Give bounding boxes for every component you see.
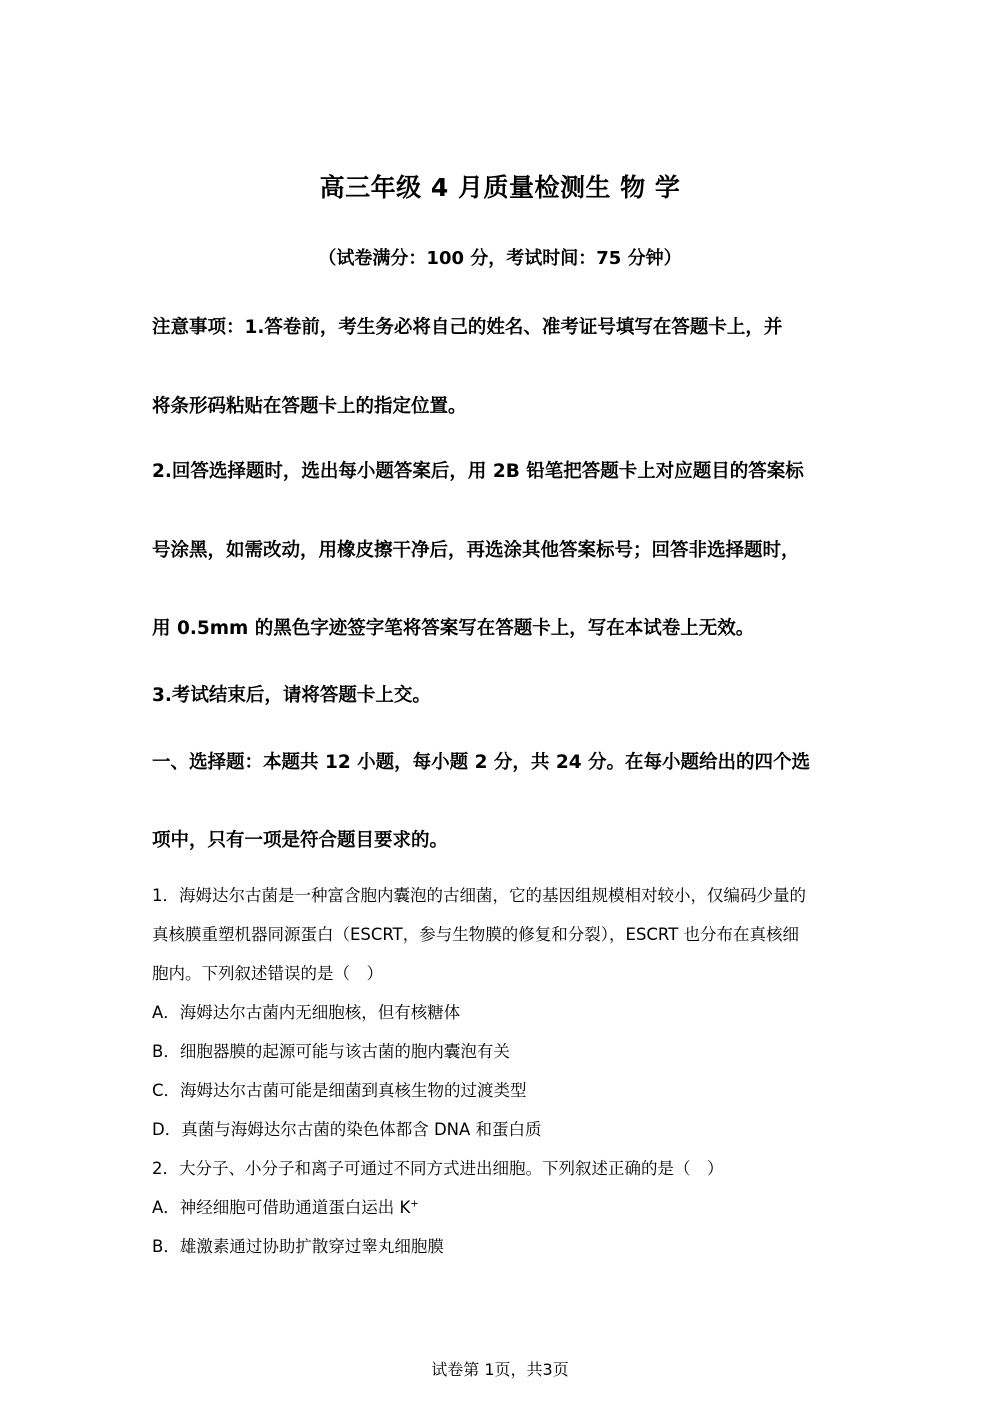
q2-option-b: B．雄激素通过协助扩散穿过睾丸细胞膜 [152,1237,444,1256]
exam-subtitle: （试卷满分：100 分，考试时间：75 分钟） [318,248,682,269]
exam-title: 高三年级 4 月质量检测生 物 学 [319,173,681,202]
page-footer: 试卷第 1页，共3页 [431,1360,569,1379]
q1-stem-line-1: 1．海姆达尔古菌是一种富含胞内囊泡的古细菌，它的基因组规模相对较小，仅编码少量的 [152,886,806,905]
q1-stem-line-3: 胞内。下列叙述错误的是（ ） [152,964,383,983]
section-heading-line-2: 项中，只有一项是符合题目要求的。 [152,830,449,851]
q2-option-a-superscript: + [410,1198,419,1210]
q2-option-a-text: A．神经细胞可借助通道蛋白运出 K [152,1198,411,1217]
q1-option-b: B．细胞器膜的起源可能与该古菌的胞内囊泡有关 [152,1042,510,1061]
q1-option-c: C．海姆达尔古菌可能是细菌到真核生物的过渡类型 [152,1081,527,1100]
notes-line-1: 注意事项：1.答卷前，考生务必将自己的姓名、准考证号填写在答题卡上，并 [152,317,783,338]
notes-line-3: 2.回答选择题时，选出每小题答案后，用 2B 铅笔把答题卡上对应题目的答案标 [152,461,804,482]
q2-option-a [152,1194,872,1218]
q2-stem: 2．大分子、小分子和离子可通过不同方式进出细胞。下列叙述正确的是（ ） [152,1159,724,1178]
q1-option-a: A．海姆达尔古菌内无细胞核，但有核糖体 [152,1003,461,1022]
q1-stem-line-2: 真核膜重塑机器同源蛋白（ESCRT，参与生物膜的修复和分裂），ESCRT 也分布在真核细 [152,925,800,944]
q1-option-d: D．真菌与海姆达尔古菌的染色体都含 DNA 和蛋白质 [152,1120,542,1139]
notes-line-6: 3.考试结束后，请将答题卡上交。 [152,685,431,706]
notes-line-2: 将条形码粘贴在答题卡上的指定位置。 [152,396,467,417]
notes-line-5: 用 0.5mm 的黑色字迹签字笔将答案写在答题卡上，写在本试卷上无效。 [152,618,755,639]
section-heading-line-1: 一、选择题：本题共 12 小题，每小题 2 分，共 24 分。在每小题给出的四个选 [152,752,811,773]
notes-line-4: 号涂黑，如需改动，用橡皮擦干净后，再选涂其他答案标号；回答非选择题时， [152,540,800,561]
